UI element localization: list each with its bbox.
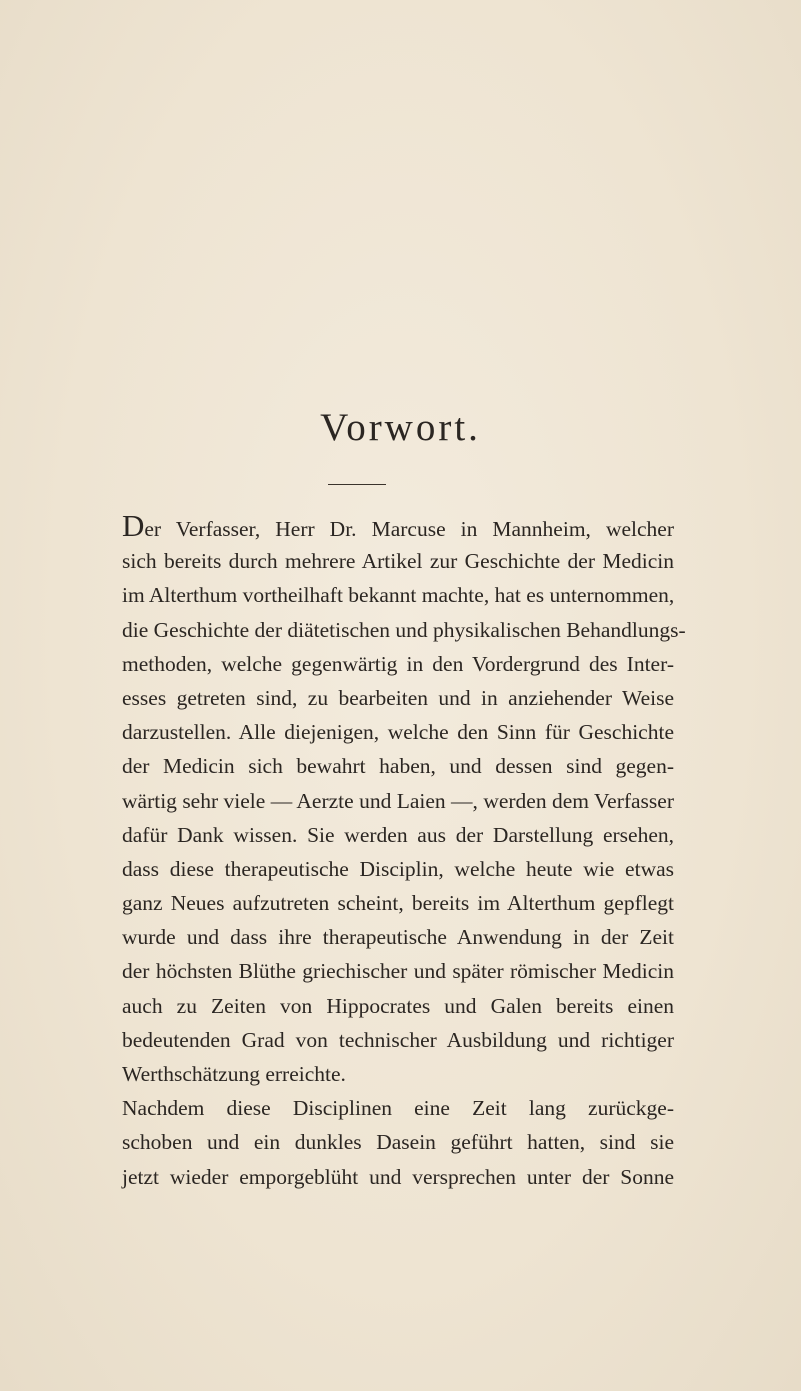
page-title: Vorwort. <box>320 406 481 449</box>
text-line: im Alterthum vortheilhaft bekannt machte, hat es unternommen, <box>122 583 675 608</box>
text-line: wurde und dass ihre therapeutische Anwendung in der Zeit <box>122 925 674 950</box>
text-line: auch zu Zeiten von Hippocrates und Galen bereits einen <box>122 993 674 1018</box>
text-line: jetzt wieder emporgeblüht und versprechen unter der Sonne <box>122 1164 674 1189</box>
text-line: Nachdem diese Disciplinen eine Zeit lang zurückge- <box>122 1096 674 1121</box>
text-line: der höchsten Blüthe griechischer und später römischer Medicin <box>122 959 674 984</box>
text-line: methoden, welche gegenwärtig in den Vordergrund des Inter- <box>122 651 674 676</box>
text-line: Der Verfasser, Herr Dr. Marcuse in Mannheim, welcher <box>122 508 674 543</box>
text-line: bedeutenden Grad von technischer Ausbildung und richtiger <box>122 1027 674 1052</box>
text-line: schoben und ein dunkles Dasein geführt hatten, sind sie <box>122 1130 674 1155</box>
text-line: dafür Dank wissen. Sie werden aus der Darstellung ersehen, <box>122 822 674 847</box>
text-line: Werthschätzung erreichte. <box>122 1062 346 1086</box>
text-line: dass diese therapeutische Disciplin, welche heute wie etwas <box>122 856 674 881</box>
text-line: sich bereits durch mehrere Artikel zur Geschichte der Medicin <box>122 549 674 574</box>
title-divider <box>328 484 386 485</box>
text-line: wärtig sehr viele — Aerzte und Laien —, werden dem Verfasser <box>122 788 674 813</box>
text-line: die Geschichte der diätetischen und physikalischen Behandlungs- <box>122 617 686 642</box>
text-line: ganz Neues aufzutreten scheint, bereits im Alterthum gepflegt <box>122 891 674 916</box>
drop-cap: D <box>122 508 145 543</box>
text-line: der Medicin sich bewahrt haben, und dessen sind gegen- <box>122 754 674 779</box>
preface-text <box>122 508 686 1194</box>
text-line: esses getreten sind, zu bearbeiten und in anziehender Weise <box>122 685 674 710</box>
text-line: darzustellen. Alle diejenigen, welche den Sinn für Geschichte <box>122 720 674 745</box>
